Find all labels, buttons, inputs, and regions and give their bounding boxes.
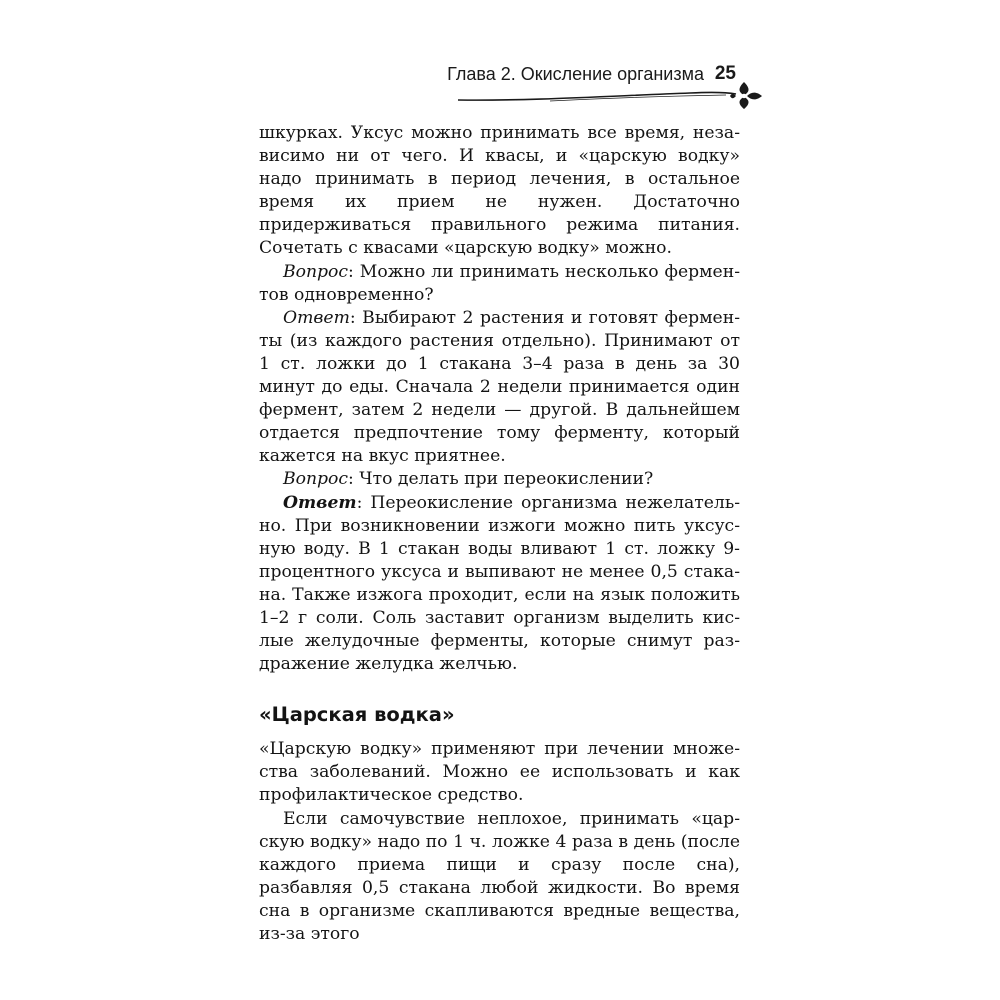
running-header (440, 62, 770, 112)
answer-paragraph (259, 307, 740, 469)
paragraph: Если самочувствие неплохое, принимать «царскую водку» надо по 1 ч. ложке 4 раза в день (после каждого приема пищи и сразу после сна), разбавляя 0,5 стакана любой жидкости. Во время сна в организме скапливаются вредные вещества, из-за этого (259, 808, 740, 944)
question-text: : Можно ли принимать несколько ферментов одновременно? (259, 261, 740, 305)
chapter-title: Глава 2. Окисление организма (447, 64, 704, 84)
answer-text: : Выбирают 2 растения и готовят ферменты (из каждого растения отдельно). Принимают от 1 ст. ложки до 1 стакана 3–4 раза в день за 30 минут до еды. Сначала 2 недели принимается один фермент, затем 2 недели — другой. В дальнейшем отдается предпочтение тому ферменту, который кажется на вкус приятнее. (259, 307, 740, 467)
body-text (259, 122, 740, 946)
answer-paragraph (259, 492, 740, 677)
question-label: Вопрос (283, 469, 349, 490)
answer-label: Ответ (283, 492, 357, 513)
question-label: Вопрос (283, 261, 349, 282)
leaf-ornament-icon (440, 80, 770, 112)
answer-text: : Переокисление организма нежелательно. При возникновении изжоги можно пить уксусную воду. В 1 стакан воды вливают 1 ст. ложку 9-процентного уксуса и выпивают не менее 0,5 стакана. Также изжога проходит, если на язык положить 1–2 г соли. Соль заставит организм выделить кислые желудочные ферменты, которые снимут раздражение желудка желчью. (259, 492, 740, 675)
paragraph: «Царскую водку» применяют при лечении множества заболеваний. Можно ее использовать и как профилактическое средство. (259, 739, 740, 806)
question-text: : Что делать при переокислении? (348, 469, 654, 490)
answer-label: Ответ (283, 307, 350, 328)
question-paragraph (259, 468, 740, 491)
section-heading: «Царская водка» (259, 703, 455, 727)
question-paragraph (259, 261, 740, 307)
paragraph: шкурках. Уксус можно принимать все время, независимо ни от чего. И квасы, и «царскую водку» надо принимать в период лечения, в остальное время их прием не нужен. Достаточно придерживаться правильного режима питания. Сочетать с квасами «царскую водку» можно. (259, 123, 740, 259)
page-number: 25 (714, 63, 736, 84)
